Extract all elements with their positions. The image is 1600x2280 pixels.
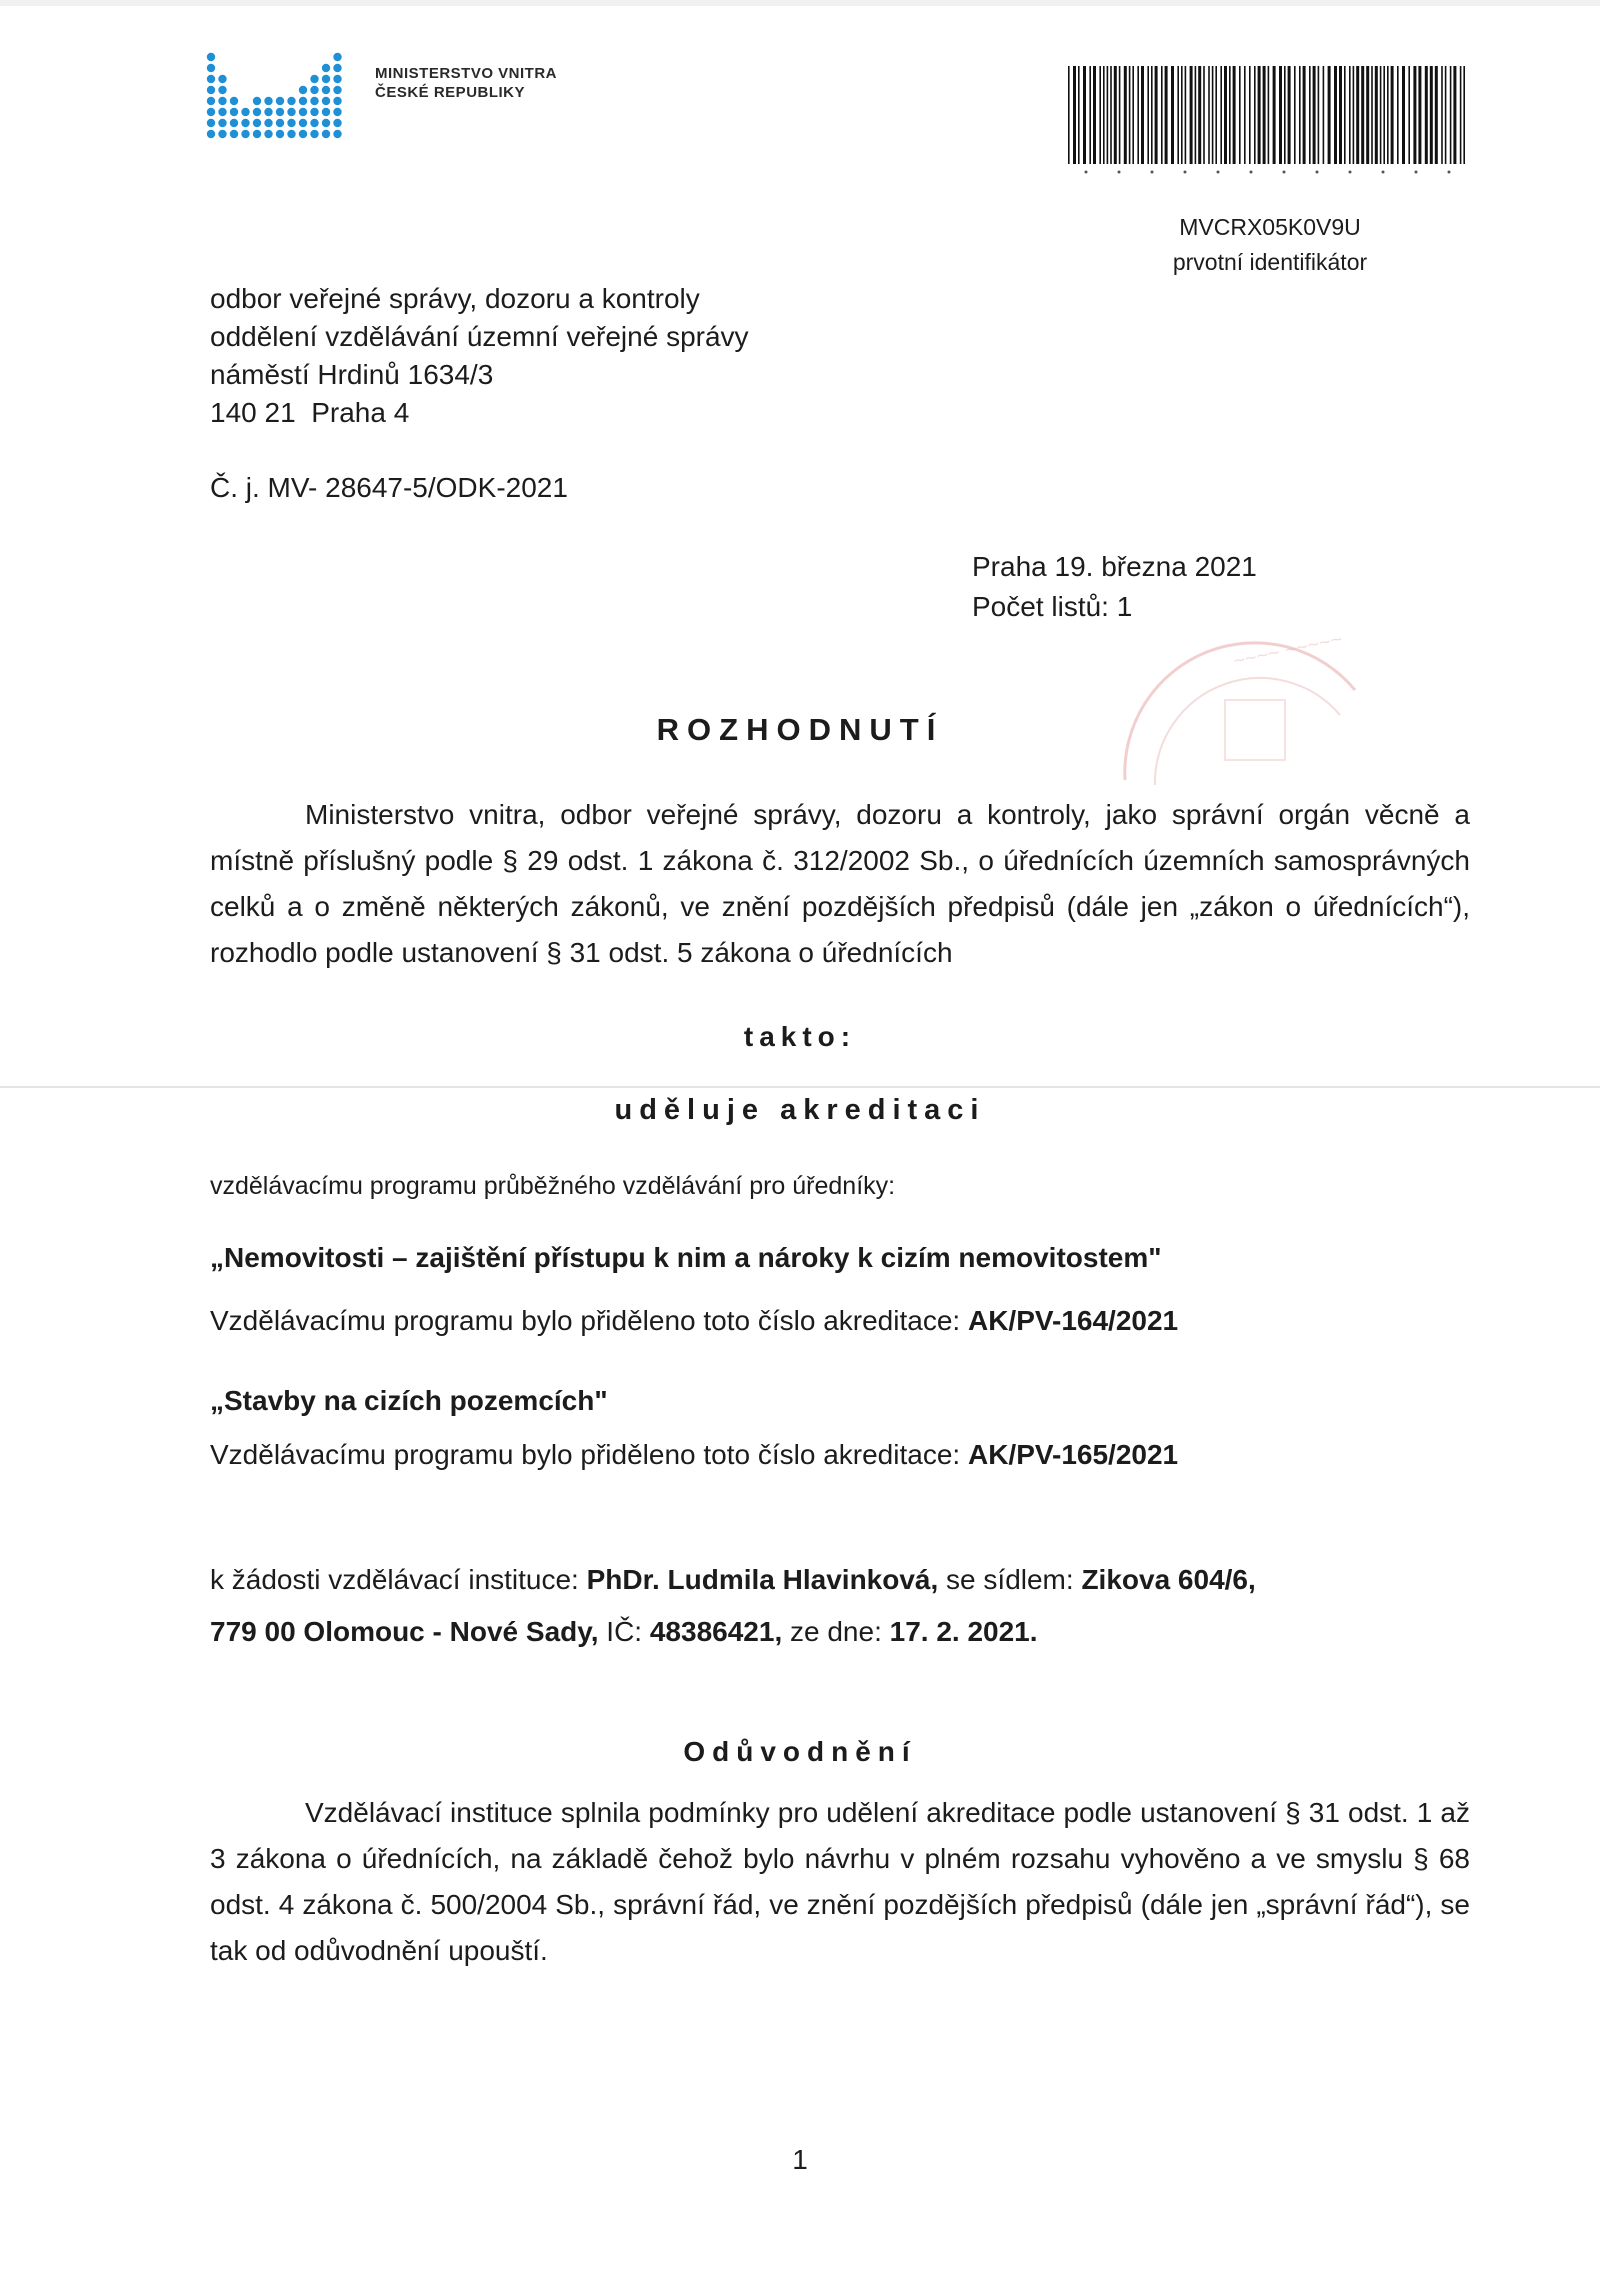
program-2-accreditation	[210, 1439, 1178, 1471]
logo-dots-icon	[205, 22, 355, 142]
program-1-number: AK/PV-164/2021	[967, 1305, 1179, 1336]
request-text-1: k žádosti vzdělávací instituce:	[210, 1564, 587, 1595]
sheet-count: Počet listů: 1	[972, 591, 1133, 622]
official-stamp-seal	[1085, 620, 1385, 790]
request-paragraph	[210, 1554, 1500, 1658]
request-text-4: ze dne:	[782, 1616, 890, 1647]
program-2-title: „Stavby na cizích pozemcích"	[210, 1385, 608, 1416]
program-1-assigned-text: Vzdělávacímu programu bylo přiděleno toto číslo akreditace:	[210, 1305, 961, 1336]
sender-line-4: 140 21 Praha 4	[210, 397, 410, 428]
document-title: ROZHODNUTÍ	[656, 712, 944, 747]
sender-line-3: náměstí Hrdinů 1634/3	[210, 359, 494, 390]
svg-text:~~~~ ~~~~~: ~~~~ ~~~~~	[1231, 628, 1345, 673]
sender-address	[210, 280, 749, 432]
request-date: 17. 2. 2021.	[889, 1616, 1038, 1647]
logo-line-2: ČESKÉ REPUBLIKY	[375, 84, 526, 101]
intro-paragraph: Ministerstvo vnitra, odbor veřejné správy, dozoru a kontroly, jako správní orgán věcně a místně příslušný podle § 29 odst. 1 zákona č. 312/2002 Sb., o úřednících územních samosprávných celků a o změně některých zákonů, ve znění pozdějších předpisů (dále jen „zákon o úřednících“), rozhodlo podle ustanovení § 31 odst. 5 zákona o úřednících	[210, 799, 1470, 968]
barcode	[1068, 66, 1476, 178]
ministry-logo	[205, 22, 625, 142]
request-applicant-name: PhDr. Ludmila Hlavinková,	[586, 1564, 939, 1595]
decision-heading: uděluje akreditaci	[614, 1094, 986, 1126]
program-1-accreditation	[210, 1305, 1178, 1337]
request-address-1: Zikova 604/6,	[1081, 1564, 1256, 1595]
justification-heading: Odůvodnění	[683, 1736, 917, 1767]
takto-heading: takto:	[743, 1021, 857, 1052]
sender-line-1: odbor veřejné správy, dozoru a kontroly	[210, 283, 700, 314]
program-2-assigned-text: Vzdělávacímu programu bylo přiděleno toto číslo akreditace:	[210, 1439, 961, 1470]
sender-line-2: oddělení vzdělávání územní veřejné správy	[210, 321, 749, 352]
barcode-caption: prvotní identifikátor	[1172, 249, 1368, 275]
request-text-2: se sídlem:	[938, 1564, 1082, 1595]
request-address-2: 779 00 Olomouc - Nové Sady,	[210, 1616, 599, 1647]
reference-number: Č. j. MV- 28647-5/ODK-2021	[210, 472, 568, 503]
barcode-id: MVCRX05K0V9U	[1179, 214, 1361, 240]
program-2-number: AK/PV-165/2021	[967, 1439, 1179, 1470]
page-number: 1	[792, 2144, 808, 2175]
justification-paragraph: Vzdělávací instituce splnila podmínky pro udělení akreditace podle ustanovení § 31 odst. 1 až 3 zákona o úřednících, na základě čehož bylo návrhu v plném rozsahu vyhověno a ve smyslu § 68 odst. 4 zákona č. 500/2004 Sb., správní řád, ve znění pozdějších předpisů (dále jen „správní řád“), se tak od odůvodnění upouští.	[210, 1797, 1470, 1966]
request-ico: 48386421,	[649, 1616, 783, 1647]
document-date: Praha 19. března 2021	[972, 551, 1257, 582]
scan-fold-line	[0, 1086, 1600, 1088]
request-text-3: IČ:	[598, 1616, 650, 1647]
logo-text	[375, 64, 557, 102]
logo-line-1: MINISTERSTVO VNITRA	[375, 65, 558, 82]
program-1-title: „Nemovitosti – zajištění přístupu k nim a nároky k cizím nemovitostem"	[210, 1242, 1162, 1273]
scan-top-edge	[0, 0, 1600, 6]
date-block	[972, 547, 1257, 627]
program-intro: vzdělávacímu programu průběžného vzdělávání pro úředníky:	[210, 1172, 896, 1200]
